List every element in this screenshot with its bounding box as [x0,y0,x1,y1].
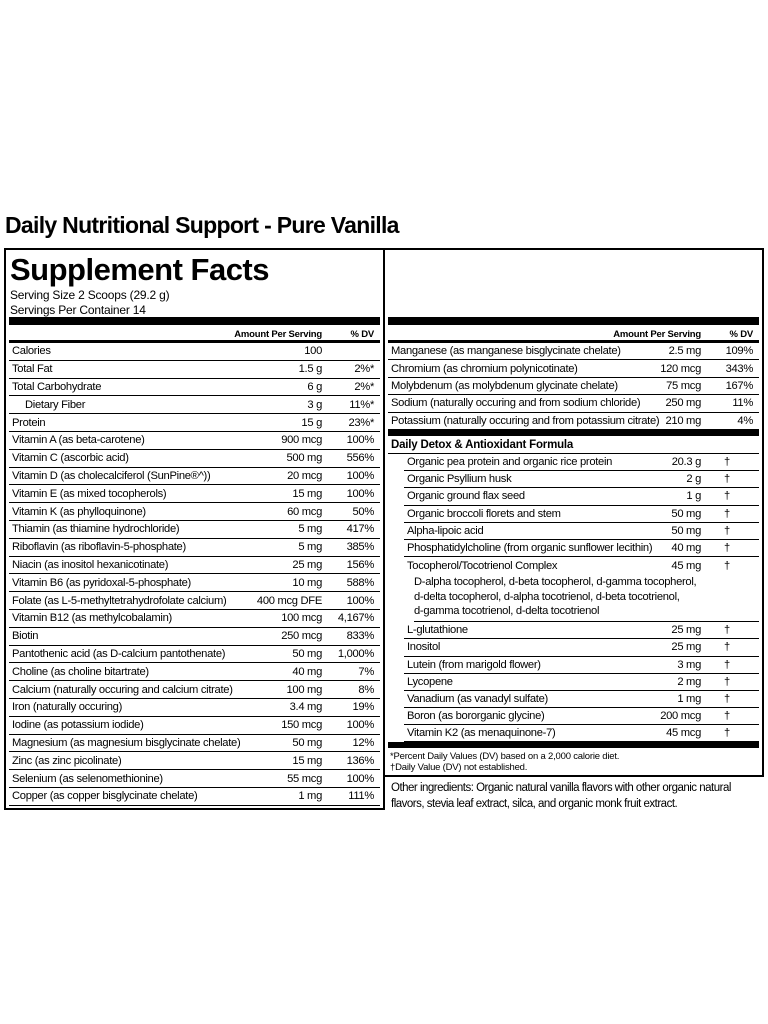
nutrient-amount: 400 mcg DFE [256,594,322,607]
nutrient-row [388,413,759,430]
nutrient-name: Vitamin K2 (as menaquinone-7) [407,727,556,740]
nutrient-dv: 109% [725,345,753,358]
nutrient-name: Molybdenum (as molybdenum glycinate chelate) [391,379,618,392]
nutrient-row [9,539,380,557]
nutrient-amount: 150 mcg [281,719,322,732]
nutrient-amount: 25 mg [671,624,701,637]
nutrient-name: Selenium (as selenomethionine) [12,772,163,785]
nutrient-dv: † [724,641,730,654]
nutrient-amount: 5 mg [298,523,322,536]
nutrient-name: Magnesium (as magnesium bisglycinate chelate) [12,736,241,749]
nutrient-dv: 100% [346,469,374,482]
nutrient-name: Dietary Fiber [25,398,86,411]
nutrient-amount: 250 mcg [281,630,322,643]
nutrient-amount: 5 mg [298,541,322,554]
nutrient-name: Vanadium (as vanadyl sulfate) [407,693,548,705]
nutrient-amount: 20 mcg [287,469,322,482]
nutrient-dv: 11%* [349,398,374,411]
nutrient-row [9,770,380,788]
nutrient-dv: † [724,456,730,469]
nutrient-amount: 50 mg [292,736,322,749]
nutrient-row [404,506,759,523]
nutrient-row [9,468,380,486]
subline: D-alpha tocopherol, d-beta tocopherol, d-gamma tocopherol, [414,576,697,589]
nutrient-name: Organic ground flax seed [407,490,525,503]
nutrient-name: Vitamin D (as cholecalciferol (SunPine®^)) [12,469,211,482]
subline: d-gamma tocotrienol, d-delta tocotrienol [414,604,600,617]
nutrient-name: Copper (as copper bisglycinate chelate) [12,790,198,803]
nutrient-amount: 100 mcg [281,612,322,625]
nutrient-name: Vitamin B6 (as pyridoxal-5-phosphate) [12,576,191,589]
nutrient-amount: 100 [304,345,322,358]
nutrient-row [9,361,380,379]
nutrient-dv: † [724,490,730,503]
column-headers-right [388,325,759,340]
nutrient-amount: 45 mcg [666,727,701,740]
nutrient-row [9,628,380,646]
page-title: Daily Nutritional Support - Pure Vanilla [5,212,399,238]
nutrient-amount: 1 g [686,490,701,503]
nutrient-row [9,663,380,681]
nutrient-dv: † [724,624,730,637]
nutrient-dv: 385% [346,541,374,554]
nutrient-dv: † [724,693,730,705]
nutrient-row [404,523,759,540]
nutrient-row [9,521,380,539]
thick-divider-bar [388,317,759,325]
nutrient-name: Vitamin C (ascorbic acid) [12,452,129,465]
thick-divider-bar [388,742,759,748]
nutrient-dv: 156% [346,558,374,571]
nutrient-name: Lutein (from marigold flower) [407,658,541,671]
serving-size: Serving Size 2 Scoops (29.2 g) [10,288,170,302]
nutrient-name: Vitamin B12 (as methylcobalamin) [12,612,172,625]
column-headers-left [9,325,380,340]
nutrient-amount: 50 mg [292,647,322,660]
nutrient-row [388,395,759,412]
nutrient-dv: 100% [346,719,374,732]
nutrient-row [9,752,380,770]
nutrient-amount: 500 mg [286,452,322,465]
nutrient-row [388,378,759,395]
nutrient-amount: 20.3 g [671,456,701,469]
nutrient-dv: 50% [352,505,374,518]
supplement-facts-heading: Supplement Facts [10,252,269,287]
nutrient-amount: 2 mg [677,675,701,688]
nutrient-name: L-glutathione [407,624,468,637]
nutrient-dv: 111% [348,790,374,803]
nutrient-row [9,574,380,592]
nutrient-dv: 19% [352,701,374,714]
nutrient-name: Inositol [407,641,441,654]
nutrient-amount: 15 mg [292,754,322,767]
nutrient-dv: 556% [346,452,374,465]
nutrient-name: Tocopherol/Tocotrienol Complex [407,559,558,572]
nutrient-row [404,454,759,471]
nutrient-row [9,557,380,575]
amount-per-serving-header: Amount Per Serving [613,329,701,340]
nutrient-amount: 6 g [307,380,322,393]
nutrient-dv: † [724,507,730,520]
nutrient-dv: 417% [346,523,374,536]
nutrient-name: Boron (as bororganic glycine) [407,710,545,723]
nutrient-amount: 15 g [301,416,322,429]
nutrient-row [404,691,759,708]
nutrient-amount: 120 mcg [660,362,701,375]
nutrient-name: Calcium (naturally occuring and calcium citrate) [12,683,233,696]
nutrient-row [404,488,759,505]
nutrient-name: Protein [12,416,46,429]
nutrient-row [9,592,380,610]
nutrient-name: Zinc (as zinc picolinate) [12,754,122,767]
nutrient-amount: 3 mg [677,658,701,671]
supplement-facts-panel-right [383,248,764,777]
nutrient-name: Riboflavin (as riboflavin-5-phosphate) [12,541,186,554]
nutrient-amount: 75 mcg [666,379,701,392]
nutrient-row [404,639,759,656]
nutrient-amount: 900 mcg [281,434,322,447]
nutrient-amount: 1.5 g [298,363,322,376]
nutrient-dv: † [724,559,730,572]
nutrient-rows-right [385,343,762,430]
other-ingredients: Other ingredients: Organic natural vanilla flavors with other organic natural flavors, stevia leaf extract, silca, and organic monk fruit extract. [391,782,731,810]
nutrient-name: Vitamin K (as phylloquinone) [12,505,146,518]
nutrient-name: Choline (as choline bitartrate) [12,665,149,678]
tocopherol-sublines [414,574,759,622]
nutrient-name: Manganese (as manganese bisglycinate chelate) [391,345,621,358]
nutrient-amount: 200 mcg [660,710,701,723]
nutrient-dv: 343% [725,362,753,375]
nutrient-row [9,396,380,414]
nutrient-dv: 8% [358,683,374,696]
nutrient-dv: † [724,675,730,688]
nutrient-name: Calories [12,345,51,358]
nutrient-amount: 2 g [686,473,701,486]
nutrient-amount: 1 mg [677,693,701,705]
nutrient-dv: 2%* [354,363,374,376]
subline: d-delta tocopherol, d-alpha tocotrienol, d-beta tocotrienol, [414,590,680,603]
nutrient-row [9,432,380,450]
nutrient-row [9,681,380,699]
nutrient-dv: 167% [725,379,753,392]
footnote-dagger: †Daily Value (DV) not established. [390,762,528,774]
nutrient-dv: 100% [346,487,374,500]
nutrient-name: Total Carbohydrate [12,380,102,393]
nutrient-amount: 45 mg [671,559,701,572]
nutrient-name: Alpha-lipoic acid [407,524,484,537]
nutrient-dv: 2%* [354,380,374,393]
nutrient-amount: 50 mg [671,507,701,520]
nutrient-dv: 23%* [348,416,374,429]
nutrient-amount: 60 mcg [287,505,322,518]
nutrient-row [9,450,380,468]
nutrient-row [404,540,759,557]
nutrient-name: Phosphatidylcholine (from organic sunflower lecithin) [407,541,653,554]
nutrient-dv: 4% [737,414,753,427]
nutrient-dv: 1,000% [337,647,374,660]
nutrient-row [9,699,380,717]
nutrient-name: Chromium (as chromium polynicotinate) [391,362,578,375]
supplement-facts-panel-left [4,248,385,810]
nutrient-amount: 50 mg [671,524,701,537]
nutrient-row [404,674,759,691]
detox-section-heading: Daily Detox & Antioxidant Formula [388,436,759,454]
nutrient-amount: 250 mg [665,397,701,410]
servings-per-container: Servings Per Container 14 [10,302,146,317]
nutrient-amount: 3.4 mg [289,701,322,714]
nutrient-name: Biotin [12,630,39,643]
nutrient-amount: 40 mg [292,665,322,678]
nutrient-row [9,610,380,628]
nutrient-row [9,646,380,664]
nutrient-row [388,360,759,377]
nutrient-amount: 3 g [307,398,322,411]
nutrient-dv: 7% [358,665,374,678]
nutrient-amount: 2.5 mg [668,345,701,358]
nutrient-dv: † [724,473,730,486]
nutrient-row [9,735,380,753]
nutrient-row [9,485,380,503]
thick-divider-bar [9,317,380,325]
nutrient-row [404,622,759,639]
nutrient-name: Vitamin A (as beta-carotene) [12,434,145,447]
nutrient-row [9,379,380,397]
nutrient-dv: † [724,658,730,671]
nutrient-amount: 15 mg [292,487,322,500]
nutrient-row [9,414,380,432]
nutrient-row [404,708,759,725]
nutrient-name: Iodine (as potassium iodide) [12,719,144,732]
nutrient-name: Organic broccoli florets and stem [407,507,561,520]
nutrient-amount: 55 mcg [287,772,322,785]
nutrient-dv: 100% [346,594,374,607]
nutrient-amount: 1 mg [298,790,322,803]
nutrient-amount: 10 mg [292,576,322,589]
nutrient-row [9,788,380,806]
nutrient-dv: 833% [346,630,374,643]
nutrient-row [404,657,759,674]
percent-dv-header: % DV [729,329,753,340]
nutrient-dv: 100% [346,434,374,447]
detox-rows [385,454,762,743]
nutrient-amount: 210 mg [665,414,701,427]
nutrient-dv: 588% [346,576,374,589]
nutrient-row [9,343,380,361]
nutrient-dv: † [724,524,730,537]
nutrient-name: Pantothenic acid (as D-calcium pantothenate) [12,647,226,660]
footnotes [390,751,757,773]
nutrient-rows-left [6,343,383,806]
nutrient-dv: † [724,727,730,740]
nutrient-name: Iron (naturally occuring) [12,701,123,714]
nutrient-name: Organic Psyllium husk [407,473,512,486]
nutrient-dv: 4,167% [337,612,374,625]
nutrient-name: Thiamin (as thiamine hydrochloride) [12,523,180,536]
nutrient-dv: 136% [346,754,374,767]
nutrient-amount: 40 mg [671,541,701,554]
nutrient-row [388,343,759,360]
panel-headspace [385,250,762,317]
nutrient-amount: 25 mg [292,558,322,571]
nutrient-name: Sodium (naturally occuring and from sodium chloride) [391,397,641,410]
nutrient-row [9,503,380,521]
amount-per-serving-header: Amount Per Serving [234,329,322,340]
nutrient-name: Folate (as L-5-methyltetrahydrofolate calcium) [12,594,227,607]
nutrient-amount: 25 mg [671,641,701,654]
percent-dv-header: % DV [350,329,374,340]
nutrient-dv: 100% [346,772,374,785]
nutrient-dv: 12% [352,736,374,749]
nutrient-row [9,717,380,735]
nutrient-name: Total Fat [12,363,53,376]
nutrient-name: Lycopene [407,675,453,688]
nutrient-dv: † [724,710,730,723]
nutrient-dv: † [724,541,730,554]
nutrient-name: Niacin (as inositol hexanicotinate) [12,558,169,571]
nutrient-dv: 11% [732,397,753,410]
nutrient-row [404,725,759,742]
nutrient-row [404,471,759,488]
nutrient-name: Organic pea protein and organic rice protein [407,456,613,469]
nutrient-name: Potassium (naturally occuring and from potassium citrate) [391,414,660,427]
nutrient-row [404,557,759,574]
footnote-percent-dv: *Percent Daily Values (DV) based on a 2,000 calorie diet. [390,751,620,763]
nutrient-amount: 100 mg [286,683,322,696]
nutrient-name: Vitamin E (as mixed tocopherols) [12,487,167,500]
